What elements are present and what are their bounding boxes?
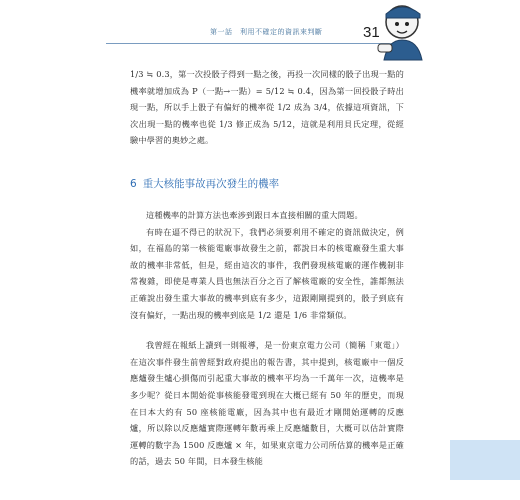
body-paragraph: 有時在逼不得已的狀況下，我們必須要利用不確定的資訊做決定，例如，在福島的第一核能電廠事故發生之前，都說日本的核電廠發生重大事故的機率非常低，但是，經由這次的事件，我們發現核電廠的運作機制非常複雜，即使是專業人員也無法百分之百了解核電廠的安全性，誰都無法正確說出發生重大事故的機率到底有多少，這跟剛剛提到的，骰子到底有沒有偏好，一點出現的機率到底是 1/2 還是 1/6 非常類似。 <box>130 226 404 320</box>
body-paragraph: 我曾經在報紙上讀到一則報導，是一份東京電力公司（簡稱「東電」）在這次事件發生前曾經對政府提出的報告書，其中提到，核電廠中一個反應爐發生爐心損傷而引起重大事故的機率平均為一千萬年一次，這機率是多少呢？從日本開始從事核能發電到現在大概已經有 50 年的歷史，而現在日本大約有 50 座核能電廠，因為其中也有最近才剛開始運轉的反應爐，所以除以反應爐實際運轉年數再乘上反應爐數目，大概可以估計實際運轉的數字為 1500 反應爐 × 年，如果東京電力公司所估算的機率是正確的話，過去 50 年間，日本發生核能 <box>130 340 404 467</box>
body-paragraph: 1/3 ≒ 0.3，第一次投骰子得到一點之後，再投一次同樣的骰子出現一點的機率就增加成為 P（一點→一點）= 5/12 ≒ 0.4，因為第一回投骰子時出現一點，所以手上骰子有偏好的機率從 1/2 成為 3/4，依據這項資訊，下次出現一點的機率也從 1/3 修正成為 5/12，這就是利用貝氏定理，從經驗中學習的奧妙之處。 <box>130 69 404 146</box>
bottom-margin <box>0 480 520 500</box>
page-body <box>130 66 404 470</box>
section-title: 重大核能事故再次發生的機率 <box>142 177 280 190</box>
paragraph-gap <box>130 323 404 337</box>
section-heading <box>130 176 404 191</box>
section-number: 6 <box>130 177 137 190</box>
header-rule <box>106 43 406 44</box>
page-header <box>0 0 520 60</box>
page-number: 31 <box>363 24 380 41</box>
professor-mascot-icon <box>366 0 426 62</box>
body-paragraph: 這種機率的計算方法也牽涉到跟日本直接相關的重大問題。 <box>146 209 363 220</box>
running-head: 第一話 利用不確定的資訊來判斷 <box>210 28 323 36</box>
